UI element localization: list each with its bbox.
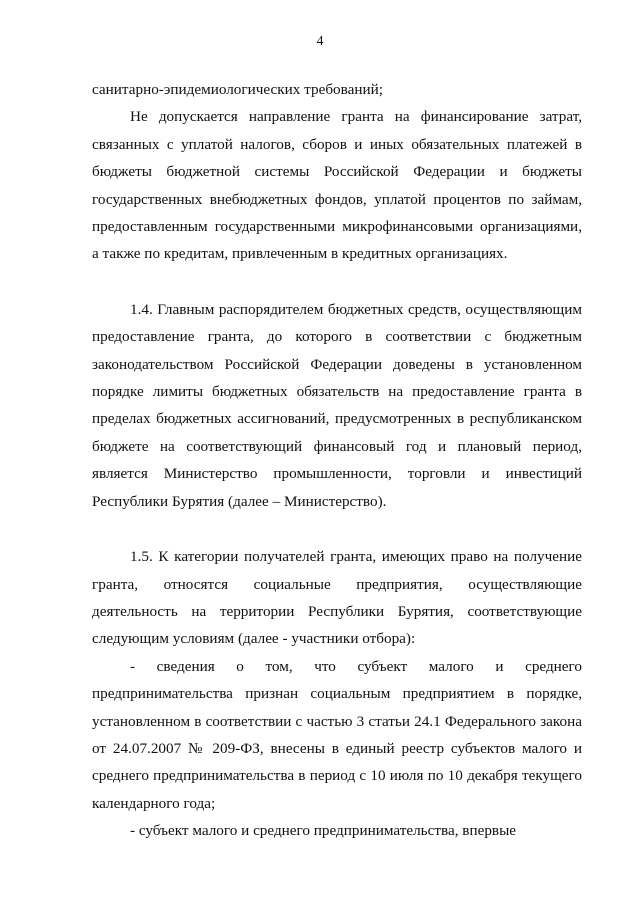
document-body: [92, 76, 582, 845]
list-item-first-time-entity: - субъект малого и среднего предпринимательства, впервые: [130, 822, 517, 840]
paragraph-section-1-5: 1.5. К категории получателей гранта, имеющих право на получение гранта, относятся социальные предприятия, осуществляющие деятельность на территории Республики Бурятия, соответствующие следующим условиям (далее - участники отбора):: [92, 548, 582, 648]
paragraph-sanitary-requirements: санитарно-эпидемиологических требований;: [92, 81, 383, 98]
page-number: 4: [316, 34, 324, 49]
paragraph-grant-restrictions: Не допускается направление гранта на финансирование затрат, связанных с уплатой налогов, сборов и иных обязательных платежей в бюджеты бюджетной системы Российской Федерации и бюджеты государственных внебюджетных фондов, уплатой процентов по займам, предоставленным государственными микрофинансовыми организациями, а также по кредитам, привлеченным в кредитных организациях.: [92, 108, 582, 263]
paragraph-section-1-4: 1.4. Главным распорядителем бюджетных средств, осуществляющим предоставление гранта, до которого в соответствии с бюджетным законодательством Российской Федерации доведены в установленном порядке лимиты бюджетных обязательств на предоставление гранта в пределах бюджетных ассигнований, предусмотренных в республиканском бюджете на соответствующий финансовый год и плановый период, является Министерство промышленности, торговли и инвестиций Республики Бурятия (далее – Министерство).: [92, 300, 582, 510]
list-item-social-enterprise: - сведения о том, что субъект малого и среднего предпринимательства признан социальным предприятием в порядке, установленном в соответствии с частью 3 статьи 24.1 Федерального закона от 24.07.2007 № 209-ФЗ, внесены в единый реестр субъектов малого и среднего предпринимательства в период с 10 июля по 10 декабря текущего календарного года;: [92, 657, 582, 812]
